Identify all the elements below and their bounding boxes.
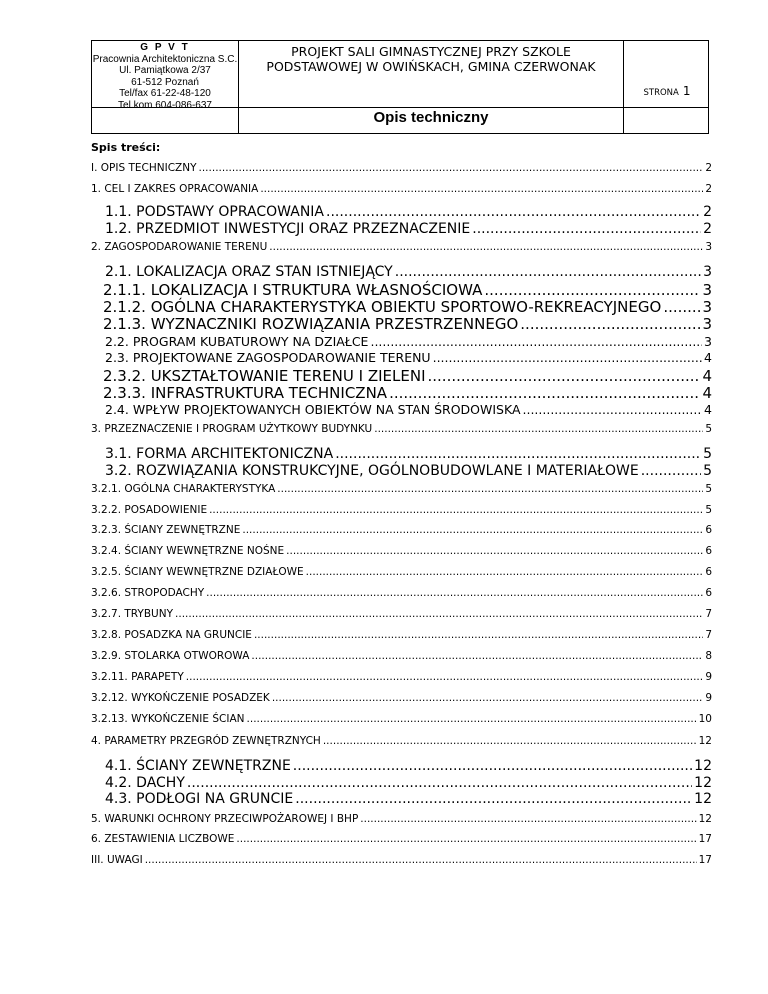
toc-entry[interactable] — [105, 758, 712, 774]
toc-leader-dots — [277, 483, 703, 495]
toc-entry[interactable] — [105, 446, 712, 462]
toc-entry-label: 1.2. PRZEDMIOT INWESTYCJI ORAZ PRZEZNACZENIE — [105, 221, 471, 237]
toc-entry-label: 3.2.11. PARAPETY — [91, 671, 184, 683]
toc-entry-label: 2.3. PROJEKTOWANE ZAGOSPODAROWANIE TERENU — [105, 350, 431, 365]
toc-entry[interactable] — [103, 281, 712, 299]
toc-entry-label: 3. PRZEZNACZENIE I PROGRAM UŻYTKOWY BUDYNKU — [91, 423, 373, 435]
toc-entry-page: 4 — [702, 384, 712, 402]
toc-leader-dots — [389, 384, 700, 402]
toc-entry-page: 2 — [705, 162, 712, 174]
toc-entry[interactable] — [91, 483, 712, 495]
page-label: STRONA — [643, 88, 679, 98]
toc-entry-page: 2 — [703, 221, 712, 237]
toc-leader-dots — [286, 545, 703, 557]
toc-entry-page: 2 — [705, 183, 712, 195]
toc-entry-page: 3 — [702, 315, 712, 333]
toc-leader-dots — [326, 204, 701, 220]
toc-leader-dots — [145, 854, 697, 866]
toc-entry-label: I. OPIS TECHNICZNY — [91, 162, 197, 174]
toc-entry-page: 4 — [704, 402, 712, 417]
document-title: Opis techniczny — [373, 109, 489, 126]
toc-entry[interactable] — [91, 183, 712, 195]
toc-leader-dots — [175, 608, 703, 620]
toc-entry-page: 12 — [694, 791, 712, 807]
toc-entry-label: 2.3.3. INFRASTRUKTURA TECHNICZNA — [103, 384, 388, 402]
toc-entry-label: 3.2.8. POSADZKA NA GRUNCIE — [91, 629, 252, 641]
toc-entry[interactable] — [91, 650, 712, 662]
toc-entry-page: 5 — [703, 446, 712, 462]
toc-heading: Spis treści: — [91, 141, 161, 154]
toc-entry-page: 6 — [705, 587, 712, 599]
firm-line: Tel.kom 604-086-637 — [118, 99, 212, 111]
toc-entry-label: 6. ZESTAWIENIA LICZBOWE — [91, 833, 235, 845]
toc-entry-page: 12 — [694, 775, 712, 791]
toc-leader-dots — [374, 423, 703, 435]
toc-entry-page: 12 — [694, 758, 712, 774]
toc-entry-label: 2.1. LOKALIZACJA ORAZ STAN ISTNIEJĄCY — [105, 264, 393, 280]
toc-entry-page: 9 — [705, 671, 712, 683]
toc-entry[interactable] — [105, 350, 712, 365]
toc-entry-label: 1. CEL I ZAKRES OPRACOWANIA — [91, 183, 259, 195]
toc-entry-label: 3.2.6. STROPODACHY — [91, 587, 205, 599]
toc-entry-label: 2.1.2. OGÓLNA CHARAKTERYSTYKA OBIEKTU SPORTOWO-REKREACYJNEGO — [103, 298, 662, 316]
toc-entry-label: 2.2. PROGRAM KUBATUROWY NA DZIAŁCE — [105, 334, 369, 349]
toc-entry-page: 10 — [698, 713, 712, 725]
toc-entry-label: 4.3. PODŁOGI NA GRUNCIE — [105, 791, 294, 807]
toc-entry-page: 5 — [705, 423, 712, 435]
toc-leader-dots — [472, 221, 701, 237]
page-indicator — [624, 84, 710, 98]
page-number: 1 — [682, 84, 691, 98]
toc-entry-page: 2 — [703, 204, 712, 220]
toc-entry-label: 3.2.4. ŚCIANY WEWNĘTRZNE NOŚNE — [91, 545, 285, 557]
toc-entry[interactable] — [103, 367, 712, 385]
toc-entry-page: 6 — [705, 524, 712, 536]
toc-entry-label: 4.1. ŚCIANY ZEWNĘTRZNE — [105, 758, 291, 774]
toc-entry-label: 2.3.2. UKSZTAŁTOWANIE TERENU I ZIELENI — [103, 367, 426, 385]
toc-entry-label: 3.1. FORMA ARCHITEKTONICZNA — [105, 446, 334, 462]
toc-entry[interactable] — [105, 463, 712, 479]
toc-entry-page: 3 — [702, 281, 712, 299]
toc-entry[interactable] — [91, 735, 712, 747]
toc-entry-label: 3.2.2. POSADOWIENIE — [91, 504, 208, 516]
toc-entry-label: 3.2. ROZWIĄZANIA KONSTRUKCYJNE, OGÓLNOBUDOWLANE I MATERIAŁOWE — [105, 463, 639, 479]
toc-entry-page: 4 — [702, 367, 712, 385]
toc-entry-label: 3.2.7. TRYBUNY — [91, 608, 174, 620]
toc-entry-label: 3.2.9. STOLARKA OTWOROWA — [91, 650, 250, 662]
toc-entry[interactable] — [105, 264, 712, 280]
toc-leader-dots — [428, 367, 701, 385]
toc-leader-dots — [520, 315, 700, 333]
toc-entry[interactable] — [91, 162, 712, 174]
toc-leader-dots — [209, 504, 703, 516]
toc-entry[interactable] — [103, 384, 712, 402]
toc-entry-label: 2.1.3. WYZNACZNIKI ROZWIĄZANIA PRZESTRZENNEGO — [103, 315, 519, 333]
toc-entry-page: 5 — [705, 504, 712, 516]
toc-entry[interactable] — [91, 671, 712, 683]
toc-entry[interactable] — [103, 315, 712, 333]
toc-leader-dots — [186, 671, 704, 683]
toc-leader-dots — [236, 833, 696, 845]
toc-entry-page: 3 — [705, 241, 712, 253]
toc-entry-page: 9 — [705, 692, 712, 704]
toc-leader-dots — [269, 241, 703, 253]
toc-entry[interactable] — [105, 221, 712, 237]
toc-entry-label: 5. WARUNKI OCHRONY PRZECIWPOŻAROWEJ I BHP — [91, 813, 359, 825]
toc-entry-label: 3.2.12. WYKOŃCZENIE POSADZEK — [91, 692, 270, 704]
toc-entry[interactable] — [105, 204, 712, 220]
toc-leader-dots — [306, 566, 704, 578]
toc-entry-label: 3.2.13. WYKOŃCZENIE ŚCIAN — [91, 713, 245, 725]
toc-entry-page: 7 — [705, 629, 712, 641]
toc-entry-label: 2.1.1. LOKALIZACJA I STRUKTURA WŁASNOŚCIOWA — [103, 281, 483, 299]
toc-leader-dots — [641, 463, 701, 479]
firm-name: G P V T — [140, 42, 190, 53]
toc-entry-page: 4 — [704, 350, 712, 365]
project-title-line: PODSTAWOWEJ W OWIŃSKACH, GMINA CZERWONAK — [266, 59, 596, 74]
toc-leader-dots — [242, 524, 703, 536]
toc-entry-label: 4.2. DACHY — [105, 775, 185, 791]
project-title-line: PROJEKT SALI GIMNASTYCZNEJ PRZY SZKOLE — [291, 44, 571, 59]
toc-leader-dots — [187, 775, 692, 791]
toc-entry-page: 6 — [705, 545, 712, 557]
toc-entry-page: 17 — [698, 854, 712, 866]
toc-leader-dots — [395, 264, 701, 280]
toc-leader-dots — [293, 758, 692, 774]
toc-entry[interactable] — [91, 692, 712, 704]
toc-entry[interactable] — [91, 629, 712, 641]
toc-entry-label: 2.4. WPŁYW PROJEKTOWANYCH OBIEKTÓW NA STAN ŚRODOWISKA — [105, 402, 521, 417]
toc-entry-page: 5 — [703, 463, 712, 479]
firm-line: Tel/fax 61-22-48-120 — [119, 88, 211, 100]
toc-entry-page: 6 — [705, 566, 712, 578]
toc-entry[interactable] — [91, 545, 712, 557]
toc-leader-dots — [247, 713, 697, 725]
toc-entry[interactable] — [91, 504, 712, 516]
toc-entry-label: 3.2.3. ŚCIANY ZEWNĘTRZNE — [91, 524, 241, 536]
toc-entry-label: 1.1. PODSTAWY OPRACOWANIA — [105, 204, 324, 220]
toc-entry[interactable] — [91, 833, 712, 845]
toc-leader-dots — [360, 813, 696, 825]
toc-leader-dots — [323, 735, 697, 747]
toc-entry[interactable] — [105, 775, 712, 791]
toc-entry[interactable] — [91, 854, 712, 866]
toc-leader-dots — [206, 587, 703, 599]
toc-entry[interactable] — [91, 241, 712, 253]
toc-entry-page: 3 — [704, 334, 712, 349]
toc-leader-dots — [433, 350, 702, 365]
toc-entry[interactable] — [91, 566, 712, 578]
toc-entry-page: 7 — [705, 608, 712, 620]
toc-leader-dots — [663, 298, 700, 316]
toc-entry-label: 3.2.1. OGÓLNA CHARAKTERYSTYKA — [91, 483, 276, 495]
toc-leader-dots — [370, 334, 702, 349]
project-title — [239, 44, 623, 74]
toc-entry-label: 2. ZAGOSPODAROWANIE TERENU — [91, 241, 268, 253]
toc-leader-dots — [199, 162, 704, 174]
toc-leader-dots — [295, 791, 692, 807]
toc-leader-dots — [251, 650, 703, 662]
toc-entry[interactable] — [105, 791, 712, 807]
toc-entry[interactable] — [91, 587, 712, 599]
toc-leader-dots — [335, 446, 701, 462]
document-header — [91, 40, 709, 134]
toc-entry-page: 3 — [702, 298, 712, 316]
toc-leader-dots — [484, 281, 700, 299]
toc-entry-label: 3.2.5. ŚCIANY WEWNĘTRZNE DZIAŁOWE — [91, 566, 304, 578]
toc-leader-dots — [260, 183, 703, 195]
toc-entry-page: 12 — [698, 813, 712, 825]
toc-entry-page: 17 — [698, 833, 712, 845]
toc-entry[interactable] — [91, 524, 712, 536]
toc-entry[interactable] — [103, 298, 712, 316]
toc-entry-label: 4. PARAMETRY PRZEGRÓD ZEWNĘTRZNYCH — [91, 735, 321, 747]
toc-entry-label: III. UWAGI — [91, 854, 143, 866]
toc-entry[interactable] — [91, 813, 712, 825]
firm-line: Pracownia Architektoniczna S.C. — [92, 53, 238, 65]
toc-entry-page: 3 — [703, 264, 712, 280]
toc-entry-page: 12 — [698, 735, 712, 747]
toc-entry[interactable] — [105, 402, 712, 417]
toc-entry[interactable] — [91, 713, 712, 725]
toc-leader-dots — [254, 629, 703, 641]
firm-line: 61-512 Poznań — [131, 76, 199, 88]
firm-line: Ul. Pamiątkowa 2/37 — [119, 65, 211, 77]
toc-entry-page: 5 — [705, 483, 712, 495]
toc-leader-dots — [272, 692, 703, 704]
toc-entry[interactable] — [91, 608, 712, 620]
firm-info — [92, 42, 238, 112]
toc-entry[interactable] — [105, 334, 712, 349]
toc-entry[interactable] — [91, 423, 712, 435]
toc-leader-dots — [523, 402, 703, 417]
toc-entry-page: 8 — [705, 650, 712, 662]
